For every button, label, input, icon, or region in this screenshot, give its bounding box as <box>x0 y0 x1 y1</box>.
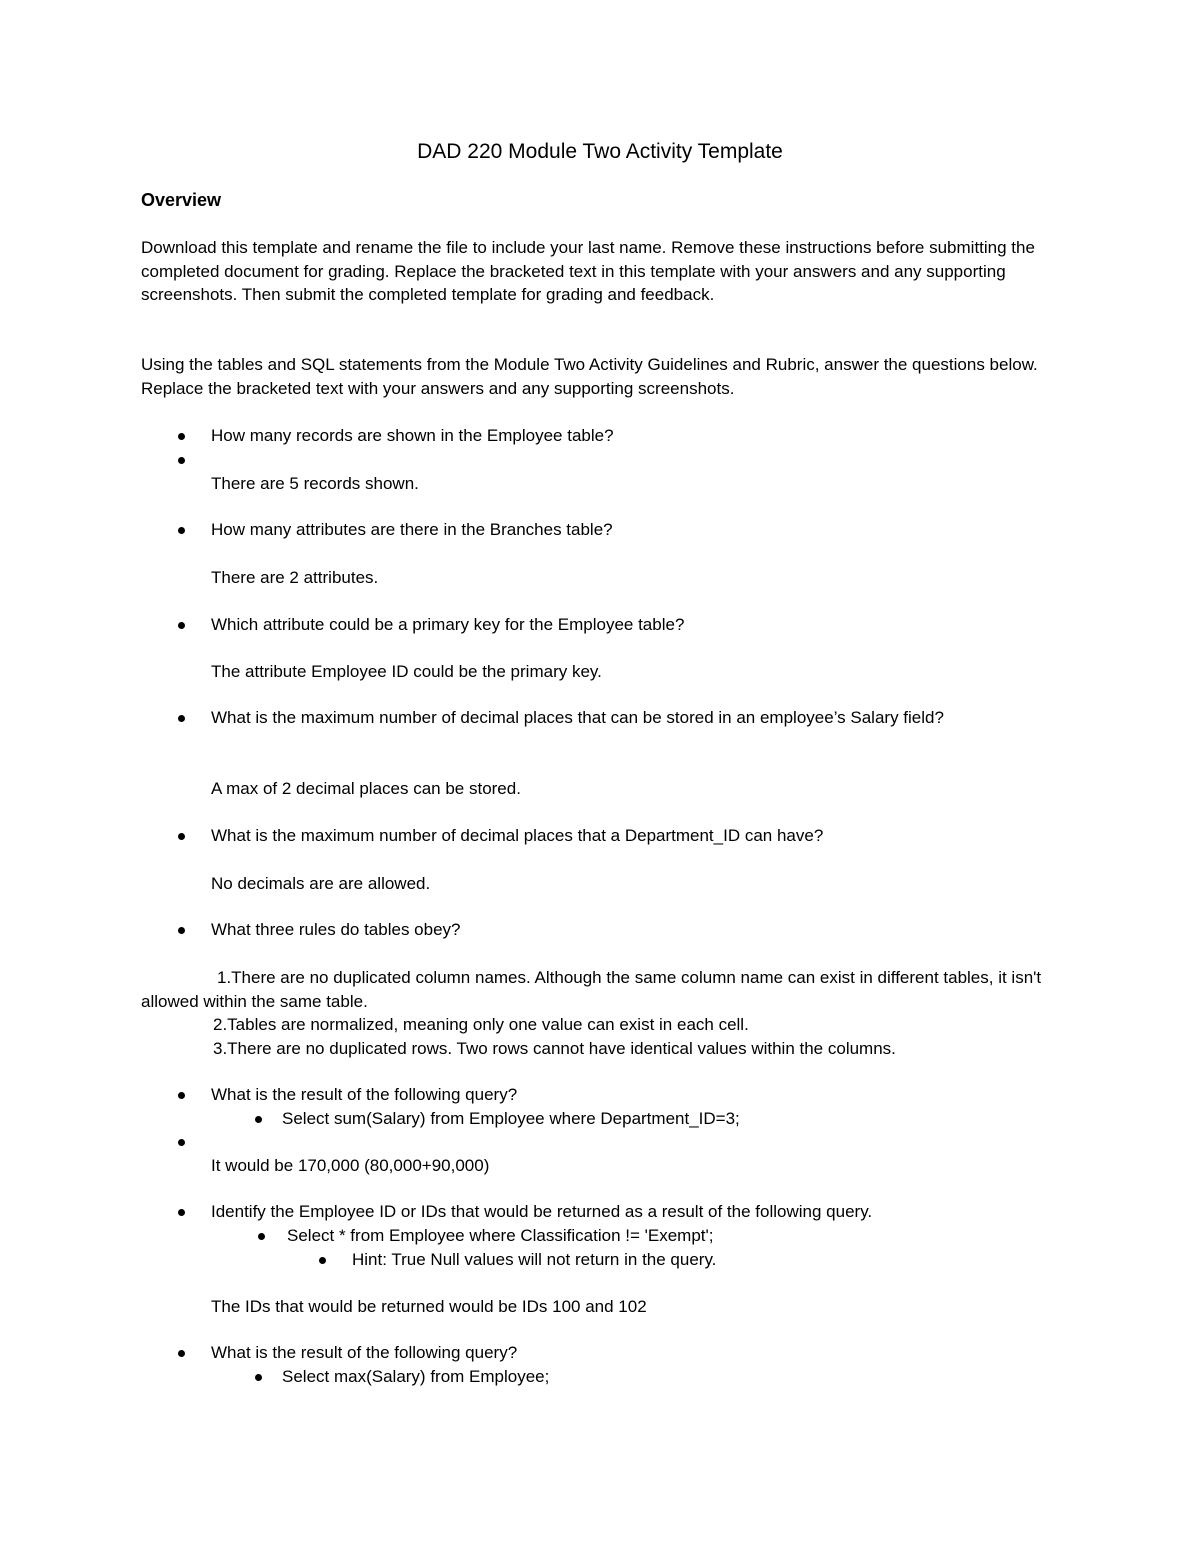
document-title: DAD 220 Module Two Activity Template <box>417 140 783 163</box>
answer-text: The IDs that would be returned would be IDs 100 and 102 <box>211 1297 647 1316</box>
question-text: What is the maximum number of decimal places that a Department_ID can have? <box>211 826 824 845</box>
question-text: Which attribute could be a primary key for the Employee table? <box>211 615 685 634</box>
bullet-icon <box>258 1233 265 1240</box>
bullet-icon <box>178 433 185 440</box>
bullet-icon <box>178 715 185 722</box>
bullet-icon <box>178 1209 185 1216</box>
bullet-icon <box>178 833 185 840</box>
question-text: What is the result of the following query? <box>211 1343 518 1362</box>
rule-item: 2.Tables are normalized, meaning only one value can exist in each cell. <box>213 1015 749 1034</box>
bullet-icon <box>178 457 185 464</box>
overview-heading: Overview <box>141 190 222 210</box>
bullet-icon <box>178 927 185 934</box>
bullet-icon <box>178 527 185 534</box>
question-text: How many attributes are there in the Branches table? <box>211 520 613 539</box>
bullet-icon <box>178 1139 185 1146</box>
bullet-icon <box>255 1116 262 1123</box>
query-text: Select max(Salary) from Employee; <box>282 1367 550 1386</box>
bullet-icon <box>178 1350 185 1357</box>
hint-text: Hint: True Null values will not return in the query. <box>352 1250 717 1269</box>
answer-text: It would be 170,000 (80,000+90,000) <box>211 1156 490 1175</box>
question-text: What three rules do tables obey? <box>211 920 461 939</box>
bullet-icon <box>178 622 185 629</box>
answer-text: There are 5 records shown. <box>211 474 419 493</box>
query-text: Select sum(Salary) from Employee where Department_ID=3; <box>282 1109 740 1128</box>
bullet-icon <box>319 1257 326 1264</box>
question-text: Identify the Employee ID or IDs that would be returned as a result of the following query. <box>211 1202 873 1221</box>
bullet-icon <box>178 1092 185 1099</box>
rule-item: 1.There are no duplicated column names. Although the same column name can exist in different tables, it isn't allowed within the same table. <box>141 968 1042 1011</box>
bullet-icon <box>255 1374 262 1381</box>
intro-paragraph: Download this template and rename the file to include your last name. Remove these instructions before submitting the completed document for grading. Replace the bracketed text in this template with your answers and any supporting screenshots. Then submit the completed template for grading and feedback. <box>141 238 1035 305</box>
query-text: Select * from Employee where Classification != 'Exempt'; <box>287 1226 714 1245</box>
intro-paragraph: Using the tables and SQL statements from the Module Two Activity Guidelines and Rubric, answer the questions below. Replace the bracketed text with your answers and any supporting screenshots. <box>141 355 1038 398</box>
rule-item: 3.There are no duplicated rows. Two rows cannot have identical values within the columns. <box>213 1039 896 1058</box>
question-text: What is the result of the following query? <box>211 1085 518 1104</box>
answer-text: A max of 2 decimal places can be stored. <box>211 779 521 798</box>
question-text: What is the maximum number of decimal places that can be stored in an employee’s Salary field? <box>211 708 944 727</box>
answer-text: There are 2 attributes. <box>211 568 379 587</box>
question-text: How many records are shown in the Employee table? <box>211 426 614 445</box>
answer-text: No decimals are are allowed. <box>211 874 431 893</box>
answer-text: The attribute Employee ID could be the primary key. <box>211 662 602 681</box>
